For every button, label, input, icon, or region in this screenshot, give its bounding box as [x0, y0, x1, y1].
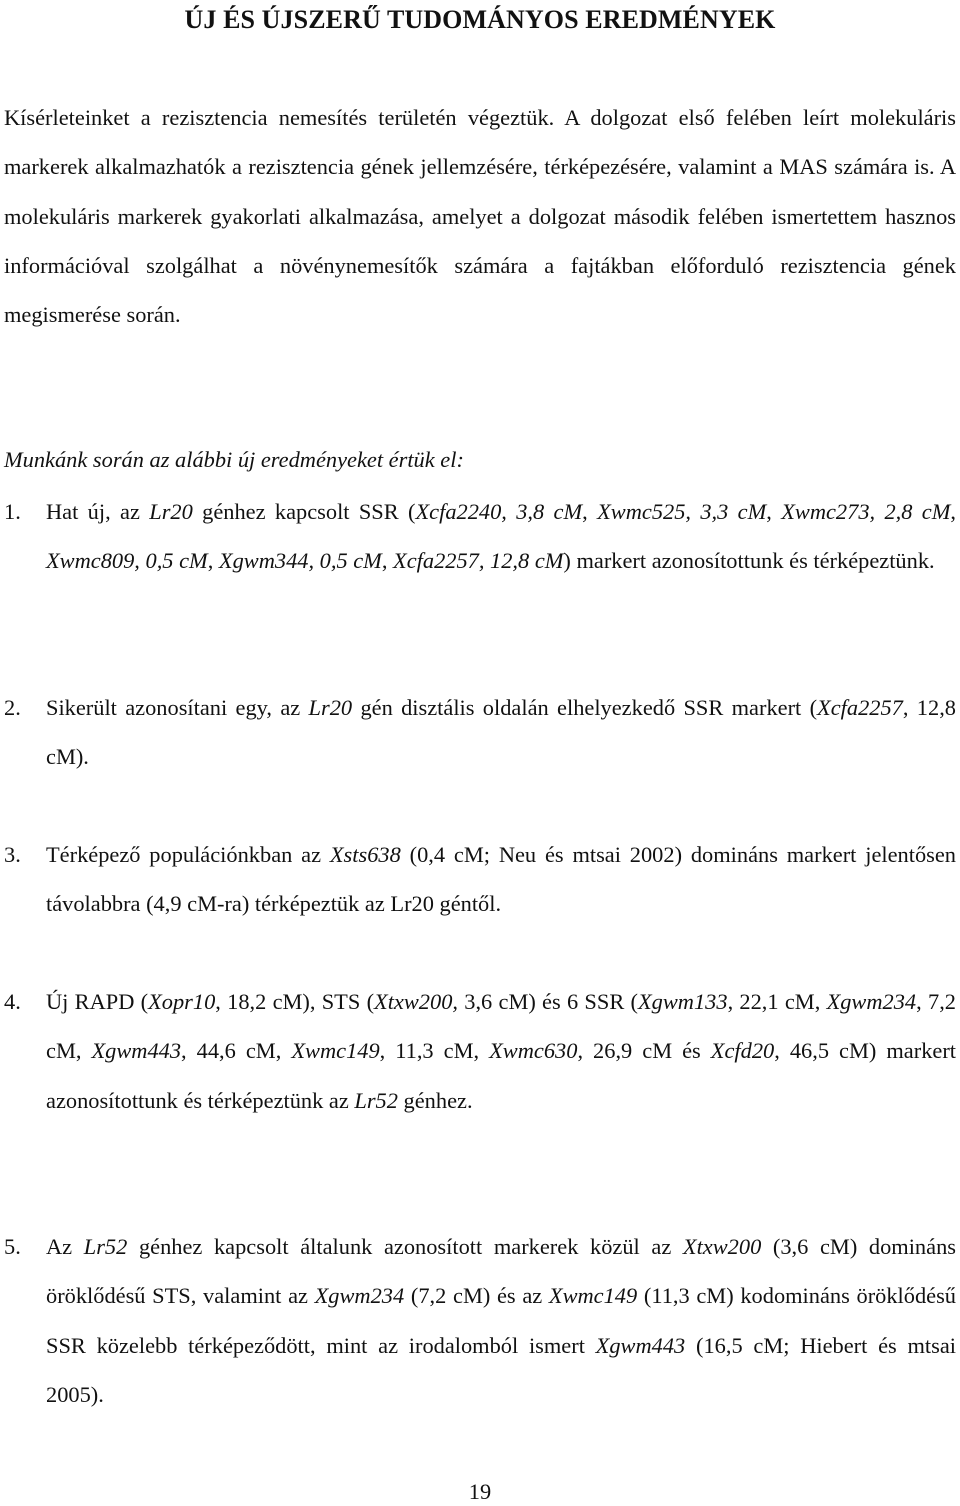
italic-term: Xtxw200, — [374, 989, 458, 1014]
text-run: (11,3 cM) kodomináns öröklődésű SSR közelebb térképeződött, mint az irodalomból ismert — [46, 1283, 956, 1358]
text-run: , 11,3 cM, — [379, 1038, 490, 1064]
intro-paragraph: Kísérleteinket a rezisztencia nemesítés területén végeztük. A dolgozat első felében leírt molekuláris markerek alkalmazhatók a rezisztencia gének jellemzésére, térképezésére, valamint a MAS számára is. A molekuláris markerek gyakorlati alkalmazása, amelyet a dolgozat második felében ismertettem hasznos információval szolgálhat a növénynemesítők számára a fajtákban előforduló rezisztencia gének megismerése során. — [4, 105, 956, 328]
text-run: , 12,8 cM). — [46, 695, 956, 770]
text-run: (16,5 cM; Hiebert és mtsai 2005). — [46, 1332, 956, 1407]
text-run: 3,6 cM) és 6 SSR ( — [458, 989, 638, 1014]
text-run: , 46,5 cM) markert azonosítottunk és térképeztünk az — [46, 1038, 956, 1113]
item-number: 5. — [4, 1234, 21, 1259]
page-title: ÚJ ÉS ÚJSZERŰ TUDOMÁNYOS EREDMÉNYEK — [184, 5, 776, 34]
italic-term: Lr20 — [149, 499, 193, 524]
text-run: (3,6 cM) domináns öröklődésű STS, valamint az — [46, 1234, 956, 1309]
text-run: Térképező populációnkban az — [46, 842, 330, 867]
italic-term: Xwmc273, 2,8 cM — [781, 499, 951, 524]
text-run: , — [381, 548, 394, 574]
italic-term: Xcfa2257, 12,8 cM — [393, 548, 564, 574]
italic-term: Xwmc149 — [548, 1283, 638, 1309]
text-run: , 18,2 cM), STS ( — [215, 989, 375, 1014]
item-text — [46, 830, 956, 929]
text-run: Az — [46, 1234, 84, 1259]
italic-term: Xopr10 — [148, 989, 216, 1014]
italic-term: Xcfd20 — [710, 1038, 775, 1064]
italic-term: Xgwm133 — [637, 989, 728, 1014]
italic-term: Lr52 — [354, 1087, 398, 1113]
text-run: , — [582, 499, 598, 524]
italic-term: Xgwm234 — [826, 989, 917, 1014]
text-run: , 44,6 cM, — [181, 1038, 292, 1064]
italic-term: Xtxw200 — [682, 1234, 762, 1259]
item-number: 3. — [4, 842, 21, 867]
text-run: génhez kapcsolt általunk azonosított markerek közül az — [127, 1234, 683, 1259]
item-text — [46, 487, 956, 586]
result-item-3 — [0, 830, 956, 929]
italic-term: Xsts638 — [329, 842, 401, 867]
text-run: , 22,1 cM, — [727, 989, 827, 1014]
italic-term: Xgwm344, 0,5 cM — [218, 548, 382, 574]
italic-term: Xwmc809, 0,5 cM — [46, 548, 208, 574]
text-run: génhez kapcsolt SSR ( — [192, 499, 416, 524]
text-run: génhez. — [397, 1087, 473, 1113]
result-item-2 — [0, 683, 956, 782]
text-run: , — [950, 499, 956, 524]
text-run: (7,2 cM) és az — [404, 1283, 549, 1309]
text-run: ) markert azonosítottunk és térképeztünk. — [563, 548, 935, 574]
italic-term: Xgwm443 — [91, 1038, 182, 1064]
italic-term: Lr52 — [83, 1234, 128, 1259]
italic-term: Xwmc149 — [291, 1038, 380, 1064]
italic-term: Xgwm234 — [314, 1283, 405, 1309]
result-item-4 — [0, 977, 956, 1125]
item-text — [46, 1222, 956, 1419]
text-run: gén disztális oldalán elhelyezkedő SSR markert ( — [352, 695, 818, 720]
item-number: 4. — [4, 989, 21, 1014]
results-subheading: Munkánk során az alábbi új eredményeket értük el: — [4, 447, 464, 472]
item-text — [46, 977, 956, 1125]
text-run: , — [766, 499, 782, 524]
italic-term: Xcfa2240, 3,8 cM — [415, 499, 583, 524]
item-number: 1. — [4, 499, 21, 524]
result-item-5 — [0, 1222, 956, 1419]
text-run: , — [207, 548, 219, 574]
page-number: 19 — [468, 1479, 492, 1504]
text-run: , 26,9 cM és — [577, 1038, 711, 1064]
text-run: Sikerült azonosítani egy, az — [46, 695, 309, 720]
italic-term: Xcfa2257 — [817, 695, 903, 720]
text-run: (0,4 cM; Neu és mtsai 2002) domináns markert jelentősen távolabbra (4,9 cM-ra) térképeztük az Lr20 géntől. — [46, 842, 957, 917]
italic-term: Xwmc525, 3,3 cM — [597, 499, 767, 524]
item-number: 2. — [4, 695, 21, 720]
italic-term: Xwmc630 — [489, 1038, 578, 1064]
italic-term: Xgwm443 — [595, 1332, 686, 1358]
text-run: Új RAPD ( — [46, 989, 149, 1014]
result-item-1 — [0, 487, 956, 586]
text-run: Hat új, az — [46, 499, 150, 524]
italic-term: Lr20 — [308, 695, 353, 720]
text-run: , 7,2 cM, — [46, 989, 956, 1064]
item-text — [46, 683, 956, 782]
